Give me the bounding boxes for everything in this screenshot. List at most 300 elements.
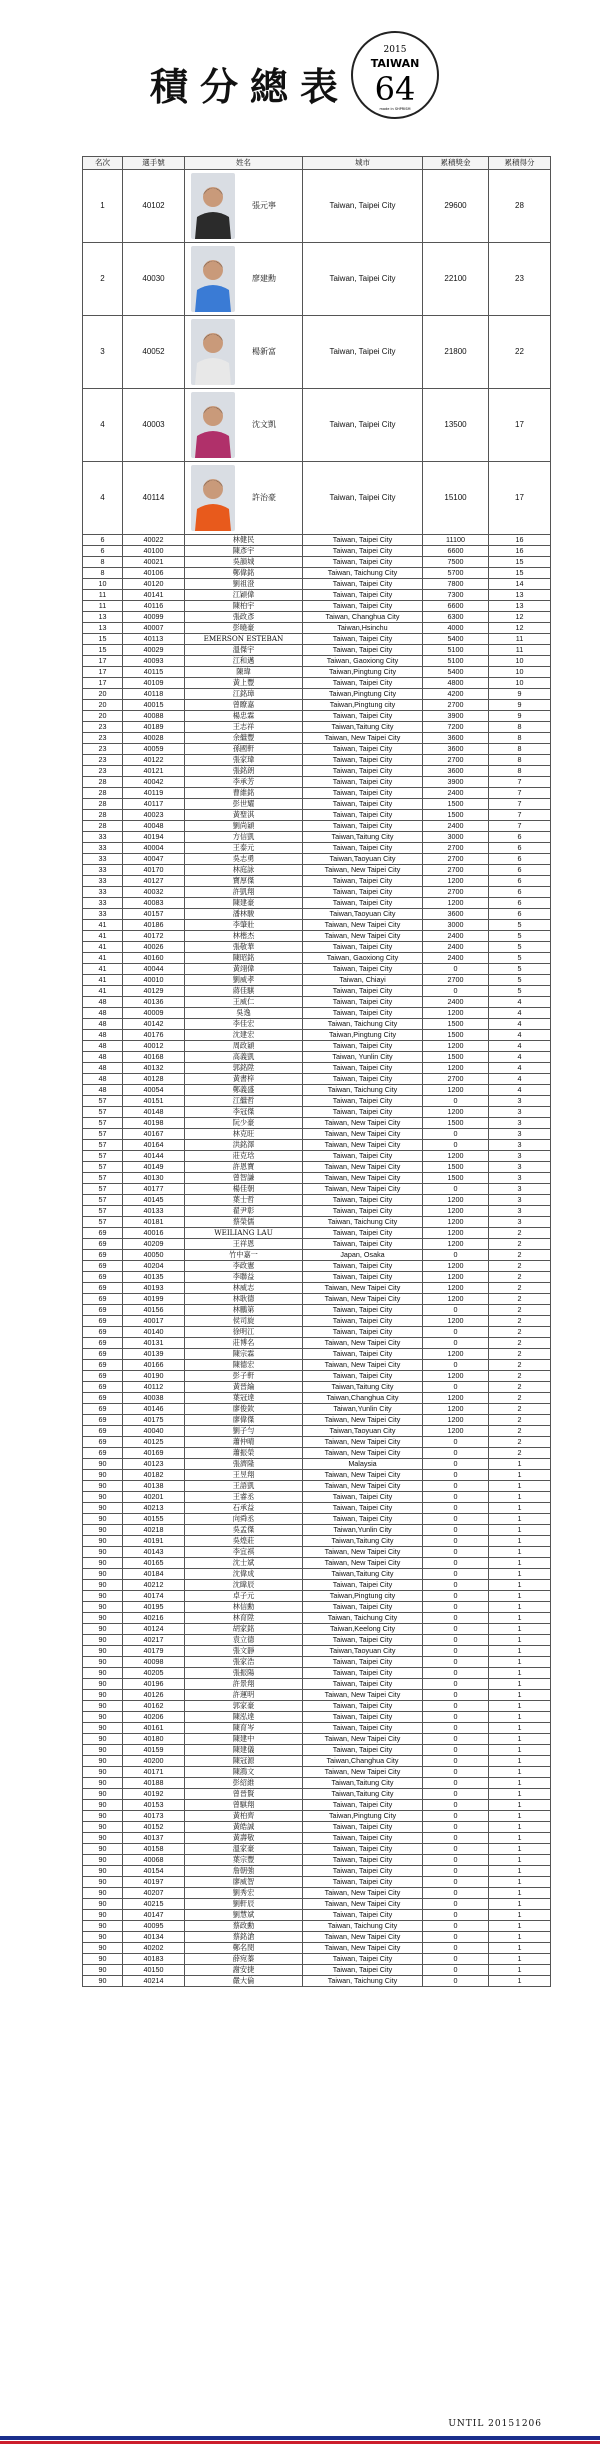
city-cell: Taiwan, New Taipei City bbox=[303, 865, 423, 876]
player-id-cell: 40136 bbox=[123, 997, 185, 1008]
city-cell: Taiwan, Taipei City bbox=[303, 1602, 423, 1613]
prize-cell: 5700 bbox=[423, 568, 489, 579]
player-name-cell: 鄭義盛 bbox=[185, 1085, 303, 1096]
prize-cell: 2400 bbox=[423, 953, 489, 964]
player-name-cell: 余繼豐 bbox=[185, 733, 303, 744]
player-name-cell: 曾晉賢 bbox=[185, 1789, 303, 1800]
player-name-cell: 高義凱 bbox=[185, 1052, 303, 1063]
player-name-cell: 黃聖淇 bbox=[185, 810, 303, 821]
rank-cell: 69 bbox=[83, 1250, 123, 1261]
player-id-cell: 40198 bbox=[123, 1118, 185, 1129]
standings-table-wrap bbox=[82, 156, 550, 1987]
player-name-cell: 陳建中 bbox=[185, 1734, 303, 1745]
rank-cell: 6 bbox=[83, 535, 123, 546]
player-id-cell: 40155 bbox=[123, 1514, 185, 1525]
rank-cell: 57 bbox=[83, 1217, 123, 1228]
rank-cell: 23 bbox=[83, 766, 123, 777]
points-cell: 10 bbox=[489, 656, 551, 667]
city-cell: Taiwan, New Taipei City bbox=[303, 1448, 423, 1459]
rank-cell: 48 bbox=[83, 1030, 123, 1041]
rank-cell: 11 bbox=[83, 601, 123, 612]
player-name-cell: 張振陽 bbox=[185, 1668, 303, 1679]
prize-cell: 0 bbox=[423, 1547, 489, 1558]
rank-cell: 41 bbox=[83, 964, 123, 975]
rank-cell: 33 bbox=[83, 865, 123, 876]
player-id-cell: 40140 bbox=[123, 1327, 185, 1338]
player-id-cell: 40121 bbox=[123, 766, 185, 777]
table-row bbox=[83, 821, 551, 832]
player-name-cell: 黃皓誠 bbox=[185, 1822, 303, 1833]
points-cell: 1 bbox=[489, 1580, 551, 1591]
points-cell: 2 bbox=[489, 1228, 551, 1239]
rank-cell: 69 bbox=[83, 1228, 123, 1239]
rank-cell: 90 bbox=[83, 1602, 123, 1613]
table-row bbox=[83, 1448, 551, 1459]
points-cell: 4 bbox=[489, 1074, 551, 1085]
player-id-cell: 40167 bbox=[123, 1129, 185, 1140]
rank-cell: 33 bbox=[83, 843, 123, 854]
points-cell: 2 bbox=[489, 1448, 551, 1459]
player-name-cell: 陳彥宇 bbox=[185, 546, 303, 557]
rank-cell: 69 bbox=[83, 1404, 123, 1415]
player-id-cell: 40206 bbox=[123, 1712, 185, 1723]
prize-cell: 3900 bbox=[423, 711, 489, 722]
city-cell: Taiwan,Pingtung city bbox=[303, 700, 423, 711]
player-name-cell: 李聯益 bbox=[185, 1272, 303, 1283]
rank-cell: 90 bbox=[83, 1822, 123, 1833]
player-photo bbox=[191, 392, 235, 458]
player-id-cell: 40038 bbox=[123, 1393, 185, 1404]
city-cell: Taiwan, Taipei City bbox=[303, 1965, 423, 1976]
rank-cell: 90 bbox=[83, 1745, 123, 1756]
city-cell: Taiwan, Taipei City bbox=[303, 579, 423, 590]
player-name-cell: 廖偉傑 bbox=[185, 1415, 303, 1426]
rank-cell: 20 bbox=[83, 689, 123, 700]
rank-cell: 90 bbox=[83, 1657, 123, 1668]
player-name-cell: 劉祖澄 bbox=[185, 579, 303, 590]
player-id-cell: 40150 bbox=[123, 1965, 185, 1976]
table-row bbox=[83, 535, 551, 546]
city-cell: Taiwan,Taitung City bbox=[303, 832, 423, 843]
rank-cell: 41 bbox=[83, 931, 123, 942]
points-cell: 1 bbox=[489, 1635, 551, 1646]
points-cell: 1 bbox=[489, 1657, 551, 1668]
rank-cell: 57 bbox=[83, 1151, 123, 1162]
table-row bbox=[83, 1074, 551, 1085]
prize-cell: 1500 bbox=[423, 1030, 489, 1041]
player-id-cell: 40175 bbox=[123, 1415, 185, 1426]
city-cell: Taiwan, Taipei City bbox=[303, 1327, 423, 1338]
points-cell: 22 bbox=[489, 316, 551, 389]
player-name-cell: 石承益 bbox=[185, 1503, 303, 1514]
rank-cell: 90 bbox=[83, 1569, 123, 1580]
rank-cell: 33 bbox=[83, 854, 123, 865]
points-cell: 8 bbox=[489, 722, 551, 733]
player-name-cell: 莊克琀 bbox=[185, 1151, 303, 1162]
city-cell: Taiwan, Taichung City bbox=[303, 1217, 423, 1228]
player-name-cell: 陳宗霖 bbox=[185, 1349, 303, 1360]
prize-cell: 1200 bbox=[423, 1008, 489, 1019]
city-cell: Taiwan, Taipei City bbox=[303, 788, 423, 799]
table-row bbox=[83, 997, 551, 1008]
prize-cell: 29600 bbox=[423, 170, 489, 243]
city-cell: Taiwan, Taichung City bbox=[303, 1976, 423, 1987]
city-cell: Taiwan, Taipei City bbox=[303, 1800, 423, 1811]
table-row bbox=[83, 1426, 551, 1437]
points-cell: 1 bbox=[489, 1503, 551, 1514]
points-cell: 17 bbox=[489, 389, 551, 462]
player-id-cell: 40017 bbox=[123, 1316, 185, 1327]
player-id-cell: 40004 bbox=[123, 843, 185, 854]
city-cell: Taiwan, Taichung City bbox=[303, 1085, 423, 1096]
player-id-cell: 40201 bbox=[123, 1492, 185, 1503]
prize-cell: 1200 bbox=[423, 1349, 489, 1360]
player-id-cell: 40109 bbox=[123, 678, 185, 689]
table-row bbox=[83, 1965, 551, 1976]
rank-cell: 1 bbox=[83, 170, 123, 243]
player-id-cell: 40132 bbox=[123, 1063, 185, 1074]
rank-cell: 90 bbox=[83, 1459, 123, 1470]
player-id-cell: 40102 bbox=[123, 170, 185, 243]
city-cell: Taiwan,Taoyuan City bbox=[303, 909, 423, 920]
player-name-cell: 林信勳 bbox=[185, 1602, 303, 1613]
city-cell: Taiwan, Taipei City bbox=[303, 678, 423, 689]
player-id-cell: 40083 bbox=[123, 898, 185, 909]
points-cell: 1 bbox=[489, 1547, 551, 1558]
city-cell: Taiwan,Taoyuan City bbox=[303, 854, 423, 865]
player-name-cell: 洪銘澤 bbox=[185, 1140, 303, 1151]
player-id-cell: 40145 bbox=[123, 1195, 185, 1206]
table-row bbox=[83, 1756, 551, 1767]
table-row bbox=[83, 1547, 551, 1558]
prize-cell: 1200 bbox=[423, 1272, 489, 1283]
points-cell: 12 bbox=[489, 612, 551, 623]
player-name: 廖建勳 bbox=[252, 274, 276, 284]
city-cell: Taiwan, Taipei City bbox=[303, 799, 423, 810]
table-row bbox=[83, 1085, 551, 1096]
rank-cell: 13 bbox=[83, 623, 123, 634]
table-row bbox=[83, 612, 551, 623]
player-name-cell: 王睿丞 bbox=[185, 1492, 303, 1503]
rank-cell: 41 bbox=[83, 953, 123, 964]
player-id-cell: 40021 bbox=[123, 557, 185, 568]
points-cell: 6 bbox=[489, 898, 551, 909]
rank-cell: 48 bbox=[83, 1074, 123, 1085]
points-cell: 5 bbox=[489, 964, 551, 975]
city-cell: Taiwan, Taichung City bbox=[303, 1613, 423, 1624]
table-row bbox=[83, 546, 551, 557]
player-id-cell: 40054 bbox=[123, 1085, 185, 1096]
city-cell: Taiwan, Taipei City bbox=[303, 1228, 423, 1239]
prize-cell: 0 bbox=[423, 1602, 489, 1613]
city-cell: Taiwan, New Taipei City bbox=[303, 1415, 423, 1426]
player-id-cell: 40171 bbox=[123, 1767, 185, 1778]
player-name-cell: 曾瞭嘉 bbox=[185, 700, 303, 711]
prize-cell: 6600 bbox=[423, 546, 489, 557]
table-row bbox=[83, 1888, 551, 1899]
points-cell: 1 bbox=[489, 1745, 551, 1756]
prize-cell: 2700 bbox=[423, 755, 489, 766]
player-name-cell: 黃上豐 bbox=[185, 678, 303, 689]
points-cell: 1 bbox=[489, 1492, 551, 1503]
prize-cell: 1200 bbox=[423, 1195, 489, 1206]
points-cell: 1 bbox=[489, 1877, 551, 1888]
rank-cell: 57 bbox=[83, 1107, 123, 1118]
points-cell: 6 bbox=[489, 854, 551, 865]
city-cell: Taiwan,Yunlin City bbox=[303, 1525, 423, 1536]
prize-cell: 1200 bbox=[423, 1294, 489, 1305]
table-row bbox=[83, 854, 551, 865]
player-name-cell: 張文靜 bbox=[185, 1646, 303, 1657]
player-id-cell: 40180 bbox=[123, 1734, 185, 1745]
player-name-cell: 吳韻城 bbox=[185, 557, 303, 568]
player-name-cell: 林楷杰 bbox=[185, 931, 303, 942]
player-id-cell: 40159 bbox=[123, 1745, 185, 1756]
player-name-cell bbox=[185, 316, 303, 389]
points-cell: 5 bbox=[489, 986, 551, 997]
player-id-cell: 40147 bbox=[123, 1910, 185, 1921]
table-row bbox=[83, 656, 551, 667]
table-row bbox=[83, 1063, 551, 1074]
player-name-cell: 江銘璋 bbox=[185, 689, 303, 700]
player-name-cell: 薛宛蓁 bbox=[185, 1954, 303, 1965]
rank-cell: 90 bbox=[83, 1756, 123, 1767]
player-name-cell: 潘林駿 bbox=[185, 909, 303, 920]
rank-cell: 69 bbox=[83, 1261, 123, 1272]
rank-cell: 90 bbox=[83, 1525, 123, 1536]
points-cell: 1 bbox=[489, 1800, 551, 1811]
player-id-cell: 40106 bbox=[123, 568, 185, 579]
player-name-cell: 蔡政勳 bbox=[185, 1921, 303, 1932]
rank-cell: 69 bbox=[83, 1294, 123, 1305]
city-cell: Taiwan, Taipei City bbox=[303, 1074, 423, 1085]
player-name-cell: 張銘朗 bbox=[185, 766, 303, 777]
rank-cell: 90 bbox=[83, 1723, 123, 1734]
player-name-cell: 阮少豪 bbox=[185, 1118, 303, 1129]
points-cell: 2 bbox=[489, 1349, 551, 1360]
rank-cell: 90 bbox=[83, 1899, 123, 1910]
city-cell: Taiwan, Taipei City bbox=[303, 898, 423, 909]
table-row bbox=[83, 1624, 551, 1635]
points-cell: 5 bbox=[489, 942, 551, 953]
table-row bbox=[83, 1899, 551, 1910]
city-cell: Taiwan, Taipei City bbox=[303, 1096, 423, 1107]
points-cell: 3 bbox=[489, 1217, 551, 1228]
player-id-cell: 40202 bbox=[123, 1943, 185, 1954]
prize-cell: 0 bbox=[423, 1734, 489, 1745]
player-id-cell: 40124 bbox=[123, 1624, 185, 1635]
player-name-cell: 李佳宏 bbox=[185, 1019, 303, 1030]
prize-cell: 0 bbox=[423, 1756, 489, 1767]
table-row bbox=[83, 667, 551, 678]
city-cell: Taiwan, New Taipei City bbox=[303, 1162, 423, 1173]
city-cell: Taiwan, Taipei City bbox=[303, 766, 423, 777]
points-cell: 1 bbox=[489, 1833, 551, 1844]
table-row bbox=[83, 975, 551, 986]
prize-cell: 0 bbox=[423, 1448, 489, 1459]
points-cell: 10 bbox=[489, 678, 551, 689]
prize-cell: 0 bbox=[423, 1503, 489, 1514]
table-row bbox=[83, 1954, 551, 1965]
points-cell: 3 bbox=[489, 1151, 551, 1162]
top-player-row bbox=[83, 170, 551, 243]
rank-cell: 90 bbox=[83, 1690, 123, 1701]
table-row bbox=[83, 1052, 551, 1063]
city-cell: Taiwan, Taipei City bbox=[303, 1580, 423, 1591]
player-name-cell: 黃晉綸 bbox=[185, 1382, 303, 1393]
points-cell: 7 bbox=[489, 799, 551, 810]
player-id-cell: 40007 bbox=[123, 623, 185, 634]
rank-cell: 69 bbox=[83, 1327, 123, 1338]
logo-number: 64 bbox=[374, 70, 416, 108]
prize-cell: 0 bbox=[423, 1822, 489, 1833]
player-id-cell: 40162 bbox=[123, 1701, 185, 1712]
rank-cell: 57 bbox=[83, 1206, 123, 1217]
prize-cell: 1200 bbox=[423, 1085, 489, 1096]
prize-cell: 0 bbox=[423, 1382, 489, 1393]
table-row bbox=[83, 1239, 551, 1250]
player-id-cell: 40016 bbox=[123, 1228, 185, 1239]
points-cell: 17 bbox=[489, 462, 551, 535]
player-name-cell: 陳建儀 bbox=[185, 1745, 303, 1756]
player-photo bbox=[191, 465, 235, 531]
player-name-cell: 胡家銘 bbox=[185, 1624, 303, 1635]
table-row bbox=[83, 557, 551, 568]
prize-cell: 0 bbox=[423, 1844, 489, 1855]
player-id-cell: 40032 bbox=[123, 887, 185, 898]
city-cell: Taiwan, New Taipei City bbox=[303, 1294, 423, 1305]
table-row bbox=[83, 1580, 551, 1591]
table-row bbox=[83, 1701, 551, 1712]
player-id-cell: 40115 bbox=[123, 667, 185, 678]
city-cell: Taiwan, Taipei City bbox=[303, 1822, 423, 1833]
prize-cell: 0 bbox=[423, 1976, 489, 1987]
rank-cell: 90 bbox=[83, 1679, 123, 1690]
points-cell: 6 bbox=[489, 909, 551, 920]
rank-cell: 6 bbox=[83, 546, 123, 557]
table-row bbox=[83, 1855, 551, 1866]
table-row bbox=[83, 1470, 551, 1481]
player-name-cell: 陳育岑 bbox=[185, 1723, 303, 1734]
rank-cell: 90 bbox=[83, 1767, 123, 1778]
prize-cell: 7500 bbox=[423, 557, 489, 568]
points-cell: 8 bbox=[489, 744, 551, 755]
city-cell: Taiwan, Taipei City bbox=[303, 887, 423, 898]
player-name-cell: 李政憲 bbox=[185, 1261, 303, 1272]
city-cell: Taiwan, New Taipei City bbox=[303, 1734, 423, 1745]
player-id-cell: 40116 bbox=[123, 601, 185, 612]
player-id-cell: 40135 bbox=[123, 1272, 185, 1283]
rank-cell: 33 bbox=[83, 898, 123, 909]
prize-cell: 1200 bbox=[423, 876, 489, 887]
prize-cell: 0 bbox=[423, 1437, 489, 1448]
table-row bbox=[83, 678, 551, 689]
points-cell: 1 bbox=[489, 1712, 551, 1723]
player-id-cell: 40165 bbox=[123, 1558, 185, 1569]
table-row bbox=[83, 590, 551, 601]
table-row bbox=[83, 964, 551, 975]
prize-cell: 1500 bbox=[423, 1173, 489, 1184]
prize-cell: 3600 bbox=[423, 733, 489, 744]
city-cell: Taiwan, New Taipei City bbox=[303, 1173, 423, 1184]
city-cell: Taiwan, Taipei City bbox=[303, 1349, 423, 1360]
table-row bbox=[83, 1371, 551, 1382]
player-name-cell: 林克旺 bbox=[185, 1129, 303, 1140]
city-cell: Taiwan,Keelong City bbox=[303, 1624, 423, 1635]
player-id-cell: 40128 bbox=[123, 1074, 185, 1085]
player-name-cell: 曹維銘 bbox=[185, 788, 303, 799]
player-id-cell: 40050 bbox=[123, 1250, 185, 1261]
city-cell: Taiwan, New Taipei City bbox=[303, 1547, 423, 1558]
table-row bbox=[83, 1184, 551, 1195]
city-cell: Taiwan, Taichung City bbox=[303, 568, 423, 579]
table-row bbox=[83, 1217, 551, 1228]
prize-cell: 0 bbox=[423, 1943, 489, 1954]
player-name-cell: 張濟隆 bbox=[185, 1459, 303, 1470]
points-cell: 2 bbox=[489, 1371, 551, 1382]
prize-cell: 0 bbox=[423, 1767, 489, 1778]
player-id-cell: 40129 bbox=[123, 986, 185, 997]
player-id-cell: 40003 bbox=[123, 389, 185, 462]
rank-cell: 90 bbox=[83, 1492, 123, 1503]
points-cell: 6 bbox=[489, 843, 551, 854]
prize-cell: 0 bbox=[423, 1657, 489, 1668]
points-cell: 8 bbox=[489, 766, 551, 777]
prize-cell: 0 bbox=[423, 1910, 489, 1921]
prize-cell: 5100 bbox=[423, 645, 489, 656]
player-id-cell: 40117 bbox=[123, 799, 185, 810]
rank-cell: 11 bbox=[83, 590, 123, 601]
player-name-cell bbox=[185, 462, 303, 535]
rank-cell: 57 bbox=[83, 1140, 123, 1151]
city-cell: Taiwan, New Taipei City bbox=[303, 1118, 423, 1129]
prize-cell: 1200 bbox=[423, 1415, 489, 1426]
rank-cell: 48 bbox=[83, 1052, 123, 1063]
table-row bbox=[83, 1866, 551, 1877]
prize-cell: 0 bbox=[423, 1833, 489, 1844]
player-id-cell: 40042 bbox=[123, 777, 185, 788]
table-row bbox=[83, 887, 551, 898]
city-cell: Taiwan, Taipei City bbox=[303, 243, 423, 316]
city-cell: Taiwan,Pingtung City bbox=[303, 689, 423, 700]
city-cell: Taiwan, Taipei City bbox=[303, 942, 423, 953]
footer-stripe-blue bbox=[0, 2436, 600, 2440]
points-cell: 4 bbox=[489, 997, 551, 1008]
table-row bbox=[83, 1481, 551, 1492]
points-cell: 1 bbox=[489, 1723, 551, 1734]
city-cell: Taiwan, Taipei City bbox=[303, 1316, 423, 1327]
player-name-cell: 黃翊偉 bbox=[185, 964, 303, 975]
city-cell: Taiwan, Taipei City bbox=[303, 1195, 423, 1206]
player-id-cell: 40142 bbox=[123, 1019, 185, 1030]
points-cell: 1 bbox=[489, 1624, 551, 1635]
prize-cell: 1200 bbox=[423, 1151, 489, 1162]
player-name-cell: 李冠傑 bbox=[185, 1107, 303, 1118]
player-name-cell: 黃柏齊 bbox=[185, 1811, 303, 1822]
prize-cell: 5400 bbox=[423, 634, 489, 645]
rank-cell: 23 bbox=[83, 733, 123, 744]
player-name-cell: 莊博名 bbox=[185, 1338, 303, 1349]
player-id-cell: 40095 bbox=[123, 1921, 185, 1932]
prize-cell: 2400 bbox=[423, 931, 489, 942]
player-id-cell: 40044 bbox=[123, 964, 185, 975]
points-cell: 3 bbox=[489, 1195, 551, 1206]
points-cell: 1 bbox=[489, 1976, 551, 1987]
table-row bbox=[83, 1228, 551, 1239]
table-row bbox=[83, 1976, 551, 1987]
points-cell: 2 bbox=[489, 1404, 551, 1415]
player-name-cell: 楊佳朝 bbox=[185, 1184, 303, 1195]
